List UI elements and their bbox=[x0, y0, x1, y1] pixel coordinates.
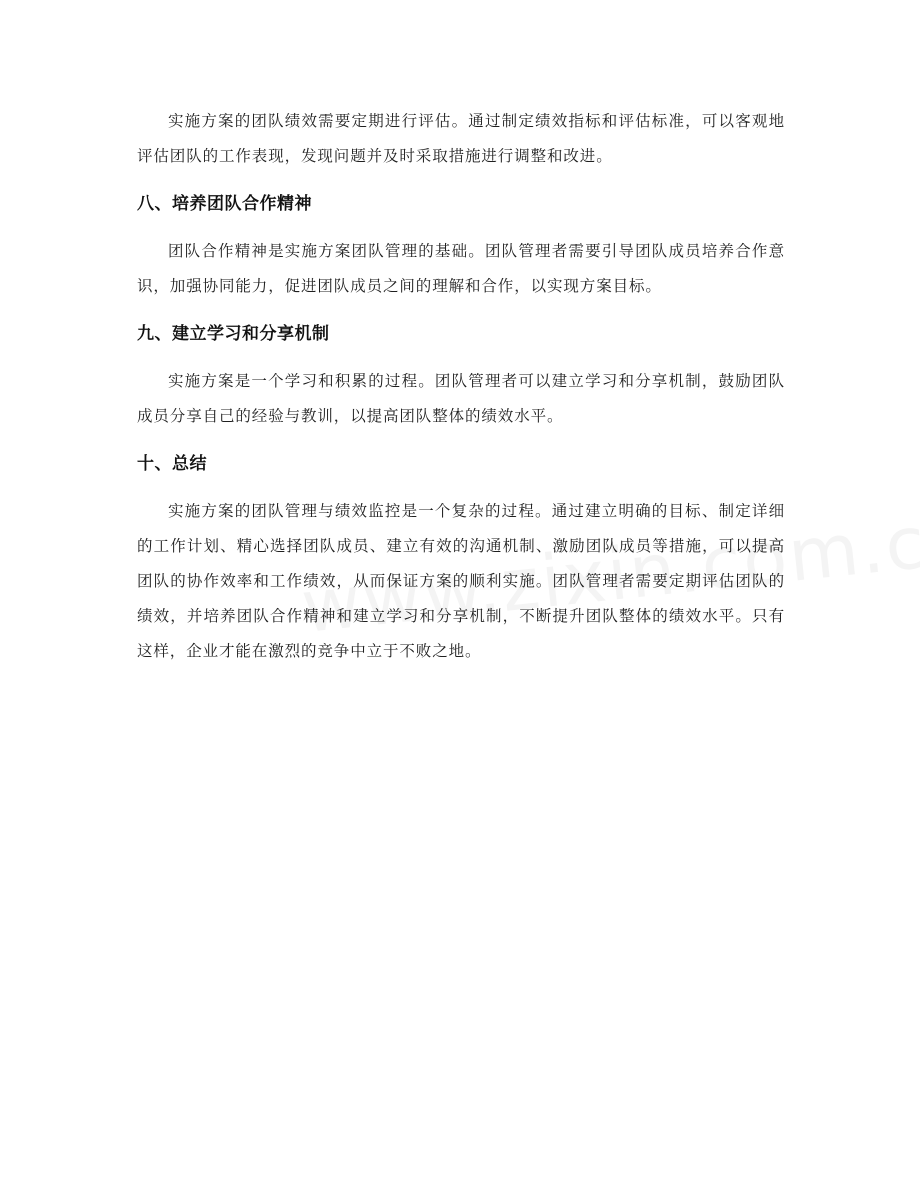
section-10-paragraph: 实施方案的团队管理与绩效监控是一个复杂的过程。通过建立明确的目标、制定详细的工作计划、精心选择团队成员、建立有效的沟通机制、激励团队成员等措施，可以提高团队的协作效率和工作绩效，从而保证方案的顺利实施。团队管理者需要定期评估团队的绩效，并培养团队合作精神和建立学习和分享机制，不断提升团队整体的绩效水平。只有这样，企业才能在激烈的竞争中立于不败之地。 bbox=[137, 502, 785, 660]
section-8-heading: 八、培养团队合作精神 bbox=[137, 194, 312, 214]
section-9-heading: 九、建立学习和分享机制 bbox=[137, 324, 330, 344]
intro-paragraph: 实施方案的团队绩效需要定期进行评估。通过制定绩效指标和评估标准，可以客观地评估团队的工作表现，发现问题并及时采取措施进行调整和改进。 bbox=[137, 112, 785, 165]
section-9-paragraph: 实施方案是一个学习和积累的过程。团队管理者可以建立学习和分享机制，鼓励团队成员分享自己的经验与教训，以提高团队整体的绩效水平。 bbox=[137, 372, 785, 425]
section-10-heading: 十、总结 bbox=[137, 454, 207, 474]
document-body bbox=[137, 104, 785, 669]
section-8-paragraph: 团队合作精神是实施方案团队管理的基础。团队管理者需要引导团队成员培养合作意识，加强协同能力，促进团队成员之间的理解和合作，以实现方案目标。 bbox=[137, 242, 785, 295]
